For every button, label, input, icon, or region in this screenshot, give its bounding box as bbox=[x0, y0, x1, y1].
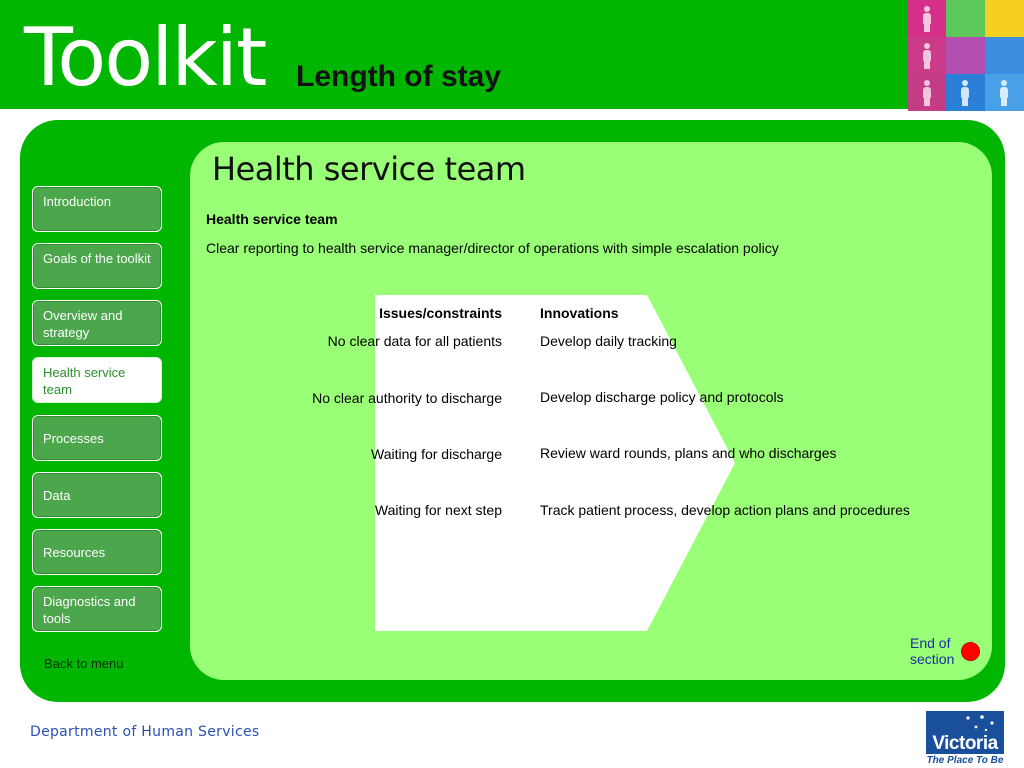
innovation-cell: Develop discharge policy and protocols bbox=[540, 389, 784, 405]
column-header-innovations: Innovations bbox=[540, 305, 619, 321]
page-subtitle: Length of stay bbox=[296, 60, 502, 93]
lead-heading: Health service team bbox=[206, 211, 338, 227]
nav-resources[interactable]: Resources bbox=[32, 529, 162, 575]
column-header-issues: Issues/constraints bbox=[379, 305, 502, 321]
nav-overview-strategy[interactable]: Overview and strategy bbox=[32, 300, 162, 346]
logo-tagline: The Place To Be bbox=[926, 755, 1004, 766]
nav-diagnostics-tools[interactable]: Diagnostics and tools bbox=[32, 586, 162, 632]
innovation-cell: Develop daily tracking bbox=[540, 333, 677, 349]
section-title: Health service team bbox=[212, 150, 526, 188]
southern-cross-icon bbox=[962, 714, 1000, 734]
person-icon bbox=[921, 43, 933, 69]
victoria-logo bbox=[926, 711, 1004, 768]
page-title: Toolkit bbox=[24, 11, 266, 104]
department-name: Department of Human Services bbox=[30, 724, 260, 740]
issue-cell: Waiting for discharge bbox=[371, 446, 502, 462]
end-label-line2: section bbox=[910, 651, 955, 667]
person-icon bbox=[921, 6, 933, 32]
issue-cell: No clear data for all patients bbox=[327, 333, 502, 349]
issue-cell: Waiting for next step bbox=[374, 502, 502, 518]
end-of-section-link[interactable] bbox=[910, 635, 954, 667]
innovation-cell: Track patient process, develop action plans and procedures bbox=[540, 502, 910, 518]
nav-data[interactable]: Data bbox=[32, 472, 162, 518]
people-mosaic bbox=[908, 0, 1024, 111]
lead-text: Clear reporting to health service manager/director of operations with simple escalation policy bbox=[206, 240, 779, 256]
logo-word: Victoria bbox=[932, 733, 998, 754]
nav-health-service-team[interactable]: Health service team bbox=[32, 357, 162, 403]
person-icon bbox=[921, 80, 933, 106]
innovation-cell: Review ward rounds, plans and who discharges bbox=[540, 445, 837, 461]
back-to-menu-link[interactable]: Back to menu bbox=[44, 656, 124, 671]
person-icon bbox=[959, 80, 971, 106]
nav-introduction[interactable]: Introduction bbox=[32, 186, 162, 232]
header-bar bbox=[0, 0, 1024, 111]
end-of-section-dot-icon[interactable] bbox=[961, 642, 980, 661]
end-label-line1: End of bbox=[910, 635, 951, 651]
person-icon bbox=[998, 80, 1010, 106]
issue-cell: No clear authority to discharge bbox=[312, 390, 502, 406]
nav-processes[interactable]: Processes bbox=[32, 415, 162, 461]
nav-goals[interactable]: Goals of the toolkit bbox=[32, 243, 162, 289]
